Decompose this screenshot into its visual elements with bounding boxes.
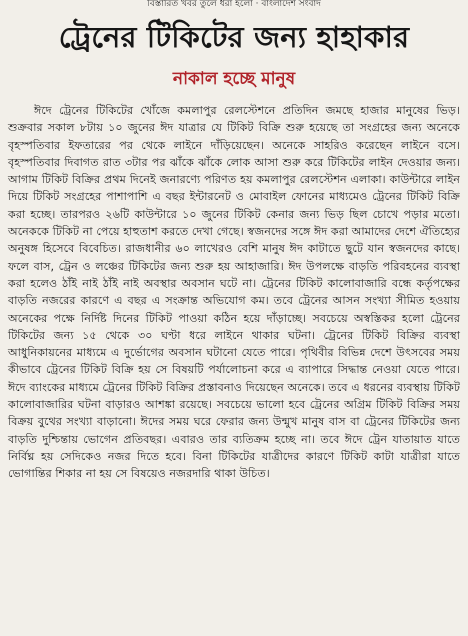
subheadline: নাকাল হচ্ছে মানুষ [172,69,296,89]
article-paragraph: ঈদে ট্রেনের টিকিটের খোঁজে কমলাপুর রেলস্টেশনে প্রতিদিন জমছে হাজার মানুষের ভিড়। শুক্রবার সকাল ৮টায় ১০ জুনের ঈদ যাত্রার যে টিকিট বিক্রি শুরু হয়েছে তা সংগ্রহের জন্য অনেকে বৃহস্পতিবার ইফতারের পর থেকে লাইনে দাঁড়িয়েছেন। অনেকে সাহরিও করেছেন লাইনে বসে। বৃহস্পতিবার দিবাগত রাত ৩টার পর ঝাঁকে ঝাঁকে লোক আসা শুরু করে টিকিটের লাইন দেওয়ার জন্য। আগাম টিকিট বিক্রির প্রথম দিনেই জনারণ্যে পরিণত হয় কমলাপুর রেলস্টেশন এলাকা। কাউন্টারে লাইন দিয়ে টিকিট সংগ্রহের পাশাপাশি এ বছর ইন্টারনেট ও মোবাইল ফোনের মাধ্যমেও ট্রেনের টিকিট বিক্রি করা হচ্ছে। তারপরও ২৬টি কাউন্টারে ১০ জুনের টিকিট কেনার জন্য ভিড় ছিল চোখে পড়ার মতো। অনেককে টিকিট না পেয়ে হাহুতাশ করতে দেখা গেছে। স্বজনদের সঙ্গে ঈদ করা আমাদের দেশে ঐতিহ্যের অনুষঙ্গ হিসেবে বিবেচিত। রাজধানীর ৬০ লাখেরও বেশি মানুষ ঈদ কাটাতে ছুটে যান স্বজনদের কাছে। ফলে বাস, ট্রেন ও লঞ্চের টিকিটের জন্য শুরু হয় আহাজারি। ঈদ উপলক্ষে বাড়তি পরিবহনের ব্যবস্থা করা হলেও ঠাঁই নাই ঠাঁই নাই অবস্থার অবসান ঘটে না। ট্রেনের টিকিট কালোবাজারি বন্ধে কর্তৃপক্ষের বাড়তি নজরের কারণে এ বছর এ সংক্রান্ত অভিযোগ কম। তবে ট্রেনের আসন সংখ্যা সীমিত হওয়ায় অনেকের পক্ষে নির্দিষ্ট দিনের টিকিট পাওয়া কঠিন হয়ে দাঁড়াচ্ছে। সবচেয়ে অস্বস্তিকর হলো ট্রেনের টিকিটের জন্য ১৫ থেকে ৩০ ঘণ্টা ধরে লাইনে থাকার ঘটনা। ট্রেনের টিকিট বিক্রির ব্যবস্থা আধুনিকায়নের মাধ্যমে এ দুর্ভোগের অবসান ঘটানো যেতে পারে। পৃথিবীর বিভিন্ন দেশে উৎসবের সময় কীভাবে ট্রেনের টিকিট বিক্রি হয় সে বিষয়টি পর্যালোচনা করে এ ব্যাপারে সিদ্ধান্ত নেওয়া যেতে পারে। ঈদে ব্যাংকের মাধ্যমে ট্রেনের টিকিট বিক্রির প্রস্তাবনাও দিয়েছেন অনেকে। তবে এ ধরনের ব্যবস্থায় টিকিট কালোবাজারির ঘটনা বাড়ারও আশঙ্কা রয়েছে। সবচেয়ে ভালো হবে ট্রেনের অগ্রিম টিকিট বিক্রির সময় বিক্রয় বুথের সংখ্যা বাড়ানো। ঈদের সময় ঘরে ফেরার জন্য উন্মুখ মানুষ বাস বা ট্রেনের টিকিটের জন্য বাড়তি দুশ্চিন্তায় ভোগেন প্রতিবছর। এবারও তার ব্যতিক্রম হচ্ছে না। তবে ঈদে ট্রেন যাতায়াত যাতে নির্বিঘ্ন হয় সেদিকেও নজর দিতে হবে। বিনা টিকিটের যাত্রীদের কারণে টিকিট কাটা যাত্রীরা যাতে ভোগান্তির শিকার না হয় সে বিষয়েও নজরদারি থাকা উচিত। [8,104,460,481]
article-body [8,102,460,483]
headline: ট্রেনের টিকিটের জন্য হাহাকার [58,20,410,54]
cropped-top-text: বিস্তারিত খবর তুলে ধরা হলো · বাংলাদেশ সংবাদ [147,0,321,9]
